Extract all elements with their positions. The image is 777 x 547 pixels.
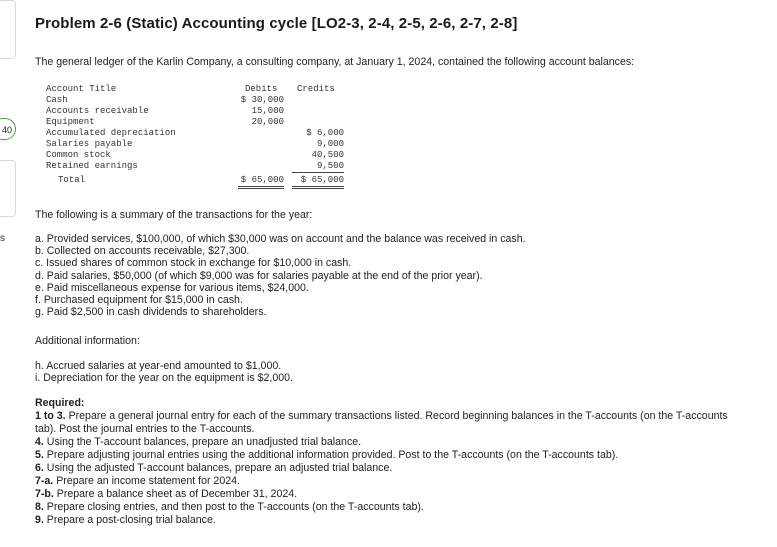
list-item: g. Paid $2,500 in cash dividends to shareholders.	[35, 306, 267, 319]
debit-value: $ 30,000	[240, 95, 284, 105]
credit-value: 9,500	[292, 161, 344, 173]
required-item	[35, 462, 735, 475]
required-text: Using the T-account balances, prepare an unadjusted trial balance.	[43, 436, 362, 448]
transaction-list	[35, 233, 526, 318]
total-label: Total	[58, 175, 86, 185]
required-text: Prepare an income statement for 2024.	[53, 475, 240, 487]
list-item: c. Issued shares of common stock in exchange for $10,000 in cash.	[35, 257, 352, 270]
required-text: Prepare adjusting journal entries using the additional information provided. Post to the T-accounts (on the T-accounts tab).	[43, 449, 619, 461]
required-item	[35, 501, 735, 514]
ledger-row	[46, 161, 346, 172]
ledger-row	[46, 139, 346, 150]
required-label: 9.	[35, 514, 44, 526]
account-title: Accumulated depreciation	[46, 128, 176, 138]
ledger-total-row	[46, 175, 346, 189]
required-text: Prepare a balance sheet as of December 31, 2024.	[53, 488, 298, 500]
page-title: Problem 2-6 (Static) Accounting cycle [LO2-3, 2-4, 2-5, 2-6, 2-7, 2-8]	[35, 15, 518, 32]
total-debit: $ 65,000	[238, 175, 284, 189]
required-label: 7-a.	[35, 475, 54, 487]
question-badge[interactable]: 40	[0, 118, 16, 140]
required-label: 4.	[35, 436, 44, 448]
debit-value: 20,000	[251, 117, 284, 127]
ledger-table	[46, 84, 346, 189]
list-item: a. Provided services, $100,000, of which $30,000 was on account and the balance was received in cash.	[35, 233, 526, 245]
required-label: 1 to 3.	[35, 410, 66, 422]
required-item	[35, 436, 735, 449]
required-label: 8.	[35, 501, 44, 513]
left-panel-card	[0, 160, 16, 217]
required-item	[35, 410, 735, 436]
ledger-row	[46, 150, 346, 161]
header-account: Account Title	[46, 84, 117, 94]
account-title: Common stock	[46, 150, 111, 160]
header-credits: Credits	[297, 84, 335, 94]
required-item	[35, 449, 735, 462]
ledger-row	[46, 95, 346, 106]
required-item	[35, 514, 735, 527]
ledger-row	[46, 106, 346, 117]
list-item: f. Purchased equipment for $15,000 in cash.	[35, 294, 243, 307]
required-item	[35, 475, 735, 488]
required-text: Prepare a general journal entry for each of the summary transactions listed. Record beginning balances in the T-accounts (on the T-accounts tab). Post the journal entries to the T-accounts.	[35, 410, 728, 435]
summary-heading: The following is a summary of the transactions for the year:	[35, 209, 313, 221]
account-title: Retained earnings	[46, 161, 138, 171]
required-label: 6.	[35, 462, 44, 474]
debit-value: 15,000	[251, 106, 284, 116]
additional-list	[35, 360, 293, 384]
required-text: Prepare a post-closing trial balance.	[43, 514, 216, 526]
additional-heading: Additional information:	[35, 335, 140, 347]
list-item: e. Paid miscellaneous expense for various items, $24,000.	[35, 281, 309, 294]
credit-value: 9,000	[316, 139, 344, 149]
ledger-row	[46, 117, 346, 128]
required-text: Prepare closing entries, and then post to the T-accounts (on the T-accounts tab).	[43, 501, 424, 513]
list-item: i. Depreciation for the year on the equipment is $2,000.	[35, 372, 293, 385]
list-item: h. Accrued salaries at year-end amounted to $1,000.	[35, 360, 282, 372]
required-label: 7-b.	[35, 488, 54, 500]
account-title: Cash	[46, 95, 68, 105]
left-panel-card	[0, 0, 16, 59]
required-section	[35, 397, 735, 527]
required-heading: Required:	[35, 397, 85, 409]
list-item: d. Paid salaries, $50,000 (of which $9,000 was for salaries payable at the end of the prior year).	[35, 269, 483, 282]
account-title: Equipment	[46, 117, 95, 127]
left-edge-label: s	[0, 233, 5, 244]
list-item: b. Collected on accounts receivable, $27,300.	[35, 245, 250, 258]
ledger-row	[46, 128, 346, 139]
total-credit: $ 65,000	[292, 175, 344, 189]
header-debits: Debits	[245, 84, 278, 94]
required-item	[35, 488, 735, 501]
required-text: Using the adjusted T-account balances, prepare an adjusted trial balance.	[43, 462, 393, 474]
credit-value: 40,500	[311, 150, 344, 160]
account-title: Accounts receivable	[46, 106, 149, 116]
intro-text: The general ledger of the Karlin Company, a consulting company, at January 1, 2024, contained the following account balances:	[35, 56, 635, 68]
required-label: 5.	[35, 449, 44, 461]
credit-value: $ 6,000	[306, 128, 344, 138]
account-title: Salaries payable	[46, 139, 133, 149]
ledger-header-row	[46, 84, 346, 95]
